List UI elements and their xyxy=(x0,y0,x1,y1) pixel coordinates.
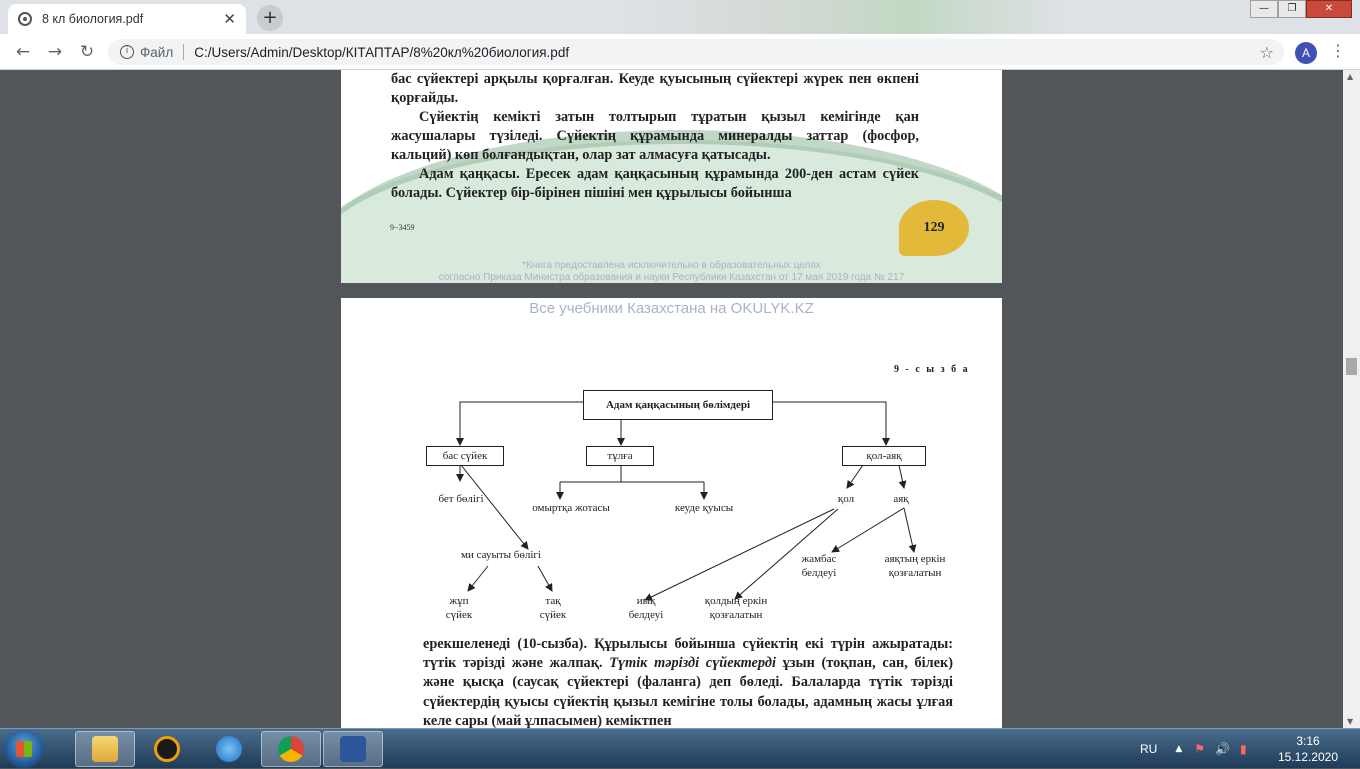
clock-time: 3:16 xyxy=(1296,734,1320,748)
clock[interactable] xyxy=(1268,733,1348,765)
node-head: бас сүйек xyxy=(426,446,504,466)
page-code: 9−3459 xyxy=(390,223,415,232)
pdf-viewer[interactable] xyxy=(0,70,1343,728)
tab-strip xyxy=(0,0,1360,34)
node-arm: қол xyxy=(837,493,855,505)
heading-inline: Адам қаңқасы. xyxy=(419,166,520,182)
watermark-line: согласно Приказа Министра образования и науки Республики Казахстан от 17 мая 2019 года № 217 xyxy=(438,272,905,283)
back-arrow-icon[interactable]: ← xyxy=(15,42,31,62)
chrome-icon xyxy=(278,736,304,762)
node-chest: кеуде қуысы xyxy=(674,502,734,514)
explorer-taskbar-button[interactable] xyxy=(75,731,135,767)
paragraph-text: ұзын (тоқпан, сан, білек) және қысқа (саусақ сүйектері (фаланга) деп бөледі. Балаларда түтік тәрізді сүйектердің қуысы сүйектің қызыл кемігіне толы болады, адамның жасы ұлғая келе сары (май ұлпасымен) кеміктпен xyxy=(423,655,953,728)
node-shoulder: иық белдеуі xyxy=(628,595,664,621)
tab-title: 8 кл биология.pdf xyxy=(42,12,144,26)
node-skull: ми сауыты бөлігі xyxy=(461,549,541,561)
profile-avatar[interactable]: A xyxy=(1295,42,1317,64)
paragraph-text: Ересек адам қаңқасының құрамында 200-ден астам сүйек болады. Сүйектер бір-бірінен пішіні мен құрылысы бойынша xyxy=(391,166,919,201)
kebab-menu-icon[interactable]: ⋮ xyxy=(1330,41,1346,60)
pdf-page-129 xyxy=(341,70,1002,283)
new-tab-button[interactable]: + xyxy=(257,5,283,31)
node-trunk: тұлға xyxy=(586,446,654,466)
word-taskbar-button[interactable] xyxy=(323,731,383,767)
paragraph xyxy=(423,635,953,728)
pdf-page-130 xyxy=(341,298,1002,728)
page-number-badge: 129 xyxy=(899,200,969,256)
browser-toolbar xyxy=(0,34,1360,70)
url-text[interactable]: C:/Users/Admin/Desktop/КІТАПТАР/8%20кл%20биология.pdf xyxy=(194,44,570,60)
node-pelvis: жамбас белдеуі xyxy=(801,553,837,579)
divider xyxy=(183,44,184,60)
network-error-icon[interactable]: ⚑ xyxy=(1194,742,1206,756)
paragraph-text: ерекшеленеді (10-сызба). Құрылысы бойынша сүйектің екі түрін ажыратады: түтік тәрізді және жалпақ. xyxy=(423,636,953,672)
scrollbar-thumb[interactable] xyxy=(1346,358,1357,375)
window-controls xyxy=(1250,0,1352,20)
node-free-arm: қолдың еркін қозғалатын xyxy=(704,595,768,621)
ie-taskbar-button[interactable] xyxy=(199,731,259,767)
forward-arrow-icon[interactable]: → xyxy=(47,42,63,62)
globe-icon xyxy=(18,12,32,26)
taskbar xyxy=(0,728,1360,768)
internet-explorer-icon xyxy=(216,736,242,762)
scheme-label: Файл xyxy=(140,44,174,60)
edge-limbs-arm xyxy=(847,465,863,488)
language-indicator[interactable]: RU xyxy=(1140,742,1158,756)
start-button[interactable] xyxy=(4,730,44,768)
node-paired-bone: жұп сүйек xyxy=(445,595,473,621)
chrome-taskbar-button[interactable] xyxy=(261,731,321,767)
page-text xyxy=(423,635,953,728)
paragraph: бас сүйектері арқылы қорғалған. Кеуде қуысының сүйектері жүрек пен өкпені қорғайды. xyxy=(391,71,919,106)
edge-trunk-children xyxy=(560,465,704,499)
edge-leg-freeleg xyxy=(904,508,914,552)
close-window-button[interactable]: ✕ xyxy=(1306,0,1352,18)
node-free-leg: аяқтың еркін қозғалатын xyxy=(884,553,946,579)
edge-leg-pelvis xyxy=(832,508,904,552)
aimp-taskbar-button[interactable] xyxy=(137,731,197,767)
scroll-up-icon[interactable]: ▲ xyxy=(1347,72,1354,81)
edge-root-limbs xyxy=(772,402,886,445)
paragraph: Сүйектің кемікті затын толтырып тұратын қызыл кемігінде қан жасушалары түзіледі. Сүйектің құрамында минералды заттар (фосфор, кальций) көп болғандықтан, олар зат алмасуға қатысады. xyxy=(391,109,919,163)
node-spine: омыртқа жотасы xyxy=(532,502,610,514)
volume-icon[interactable]: 🔊 xyxy=(1215,742,1230,756)
info-icon[interactable]: i xyxy=(120,45,134,59)
close-tab-icon[interactable]: ✕ xyxy=(223,11,236,28)
node-root: Адам қаңқасының бөлімдері xyxy=(583,390,773,420)
edge-root-head xyxy=(460,402,583,445)
triangle-app-icon xyxy=(154,736,180,762)
tray-expand-icon[interactable]: ▲ xyxy=(1175,744,1183,754)
italic-term: Түтік тәрізді сүйектерді xyxy=(602,655,776,672)
address-bar[interactable] xyxy=(108,39,1284,65)
watermark: Все учебники Казахстана на OKULYK.KZ xyxy=(529,300,814,317)
minimize-button[interactable]: — xyxy=(1250,0,1278,18)
schema-label: 9 - с ы з б а xyxy=(894,364,970,375)
node-limbs: қол-аяқ xyxy=(842,446,926,466)
background-window-blur xyxy=(620,0,1260,34)
node-leg: аяқ xyxy=(893,493,909,505)
paragraph xyxy=(391,165,919,203)
node-single-bone: тақ сүйек xyxy=(539,595,567,621)
edge-skull-paired xyxy=(468,566,488,591)
bookmark-star-icon[interactable]: ☆ xyxy=(1259,42,1274,62)
clock-date: 15.12.2020 xyxy=(1277,750,1339,764)
page-text xyxy=(391,70,919,203)
word-icon xyxy=(340,736,366,762)
maximize-button[interactable]: ❐ xyxy=(1278,0,1306,18)
node-face: бет бөлігі xyxy=(438,493,484,505)
scroll-down-icon[interactable]: ▼ xyxy=(1347,717,1354,726)
watermark-line: *Книга предоставлена исключительно в образовательных целях xyxy=(522,260,821,271)
tab-pdf[interactable] xyxy=(8,4,246,34)
system-tray xyxy=(1140,729,1247,769)
power-icon[interactable]: ▮ xyxy=(1239,742,1247,756)
reload-icon[interactable]: ↻ xyxy=(79,42,95,62)
folder-icon xyxy=(92,736,118,762)
edge-skull-single xyxy=(538,566,552,591)
edge-limbs-leg xyxy=(899,465,904,488)
vertical-scrollbar[interactable] xyxy=(1343,70,1360,728)
